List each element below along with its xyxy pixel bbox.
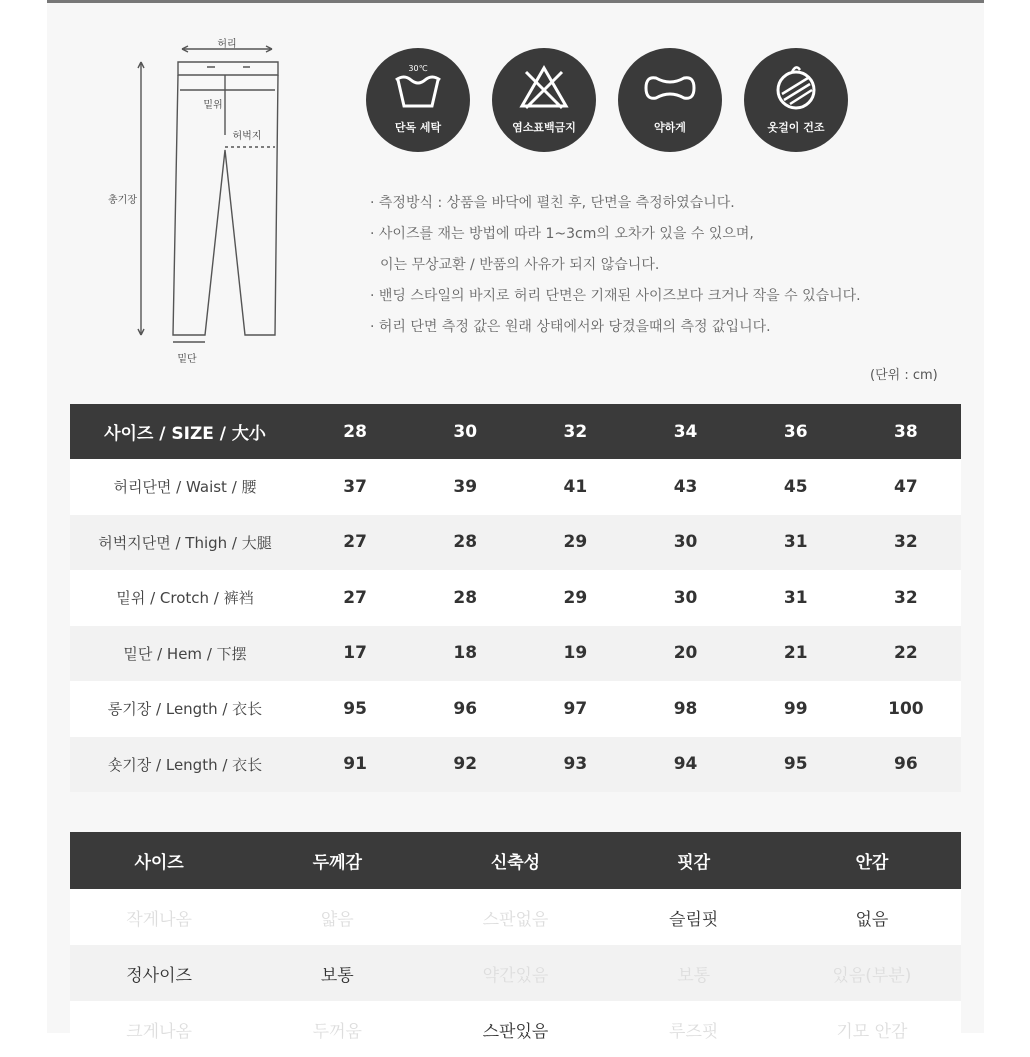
table-cell: 32: [851, 515, 961, 571]
table-cell: 29: [520, 515, 630, 571]
table-cell: 31: [741, 515, 851, 571]
wash-temperature: 30℃: [408, 64, 428, 73]
note-line: 이는 무상교환 / 반품의 사유가 되지 않습니다.: [380, 257, 660, 273]
table-row: [70, 945, 961, 1001]
header-cell: 34: [630, 404, 740, 459]
care-icons: [366, 48, 856, 154]
row-label: 밑위 / Crotch / 裤裆: [116, 589, 254, 608]
table-row: [70, 626, 961, 682]
hang-dry-icon: [744, 48, 848, 152]
table-cell: 96: [453, 698, 478, 719]
table-cell: 99: [783, 698, 808, 719]
table-cell: 93: [520, 737, 630, 793]
table-cell: 43: [673, 476, 698, 497]
header-cell: 두께감: [248, 832, 426, 889]
table-cell: 94: [630, 737, 740, 793]
thigh-label: 허벅지: [232, 131, 262, 142]
table-cell: 보통: [248, 945, 426, 1001]
table-row: [70, 681, 961, 737]
table-cell: 47: [894, 476, 918, 497]
table-cell: 95: [343, 698, 367, 719]
header-cell: 36: [741, 404, 851, 459]
table-cell: 약간있음: [426, 945, 604, 1001]
bleach-label: 염소표백금지: [512, 121, 576, 134]
table-cell: 98: [673, 698, 698, 719]
note-line: · 허리 단면 측정 값은 원래 상태에서와 당겼을때의 측정 값입니다.: [370, 319, 771, 335]
table-cell: 기모 안감: [836, 1021, 908, 1042]
table-cell: 작게나옴: [126, 909, 192, 930]
table-cell: 크게나옴: [126, 1021, 192, 1042]
table-cell: 100: [888, 698, 924, 719]
table-row: [70, 889, 961, 945]
hang-dry-label: 옷걸이 건조: [767, 121, 825, 134]
single-wash-icon: [366, 48, 470, 152]
table-row: [70, 1001, 961, 1057]
table-cell: 22: [851, 626, 961, 682]
header-cell: 핏감: [605, 832, 783, 889]
table-cell: 28: [410, 515, 520, 571]
table-cell: 있음(부분): [783, 945, 961, 1001]
gentle-icon: [618, 48, 722, 152]
header-cell: 30: [410, 404, 520, 459]
table-cell: 19: [520, 626, 630, 682]
table-cell: 루즈핏: [669, 1021, 719, 1042]
table-cell: 96: [851, 737, 961, 793]
row-label: 롱기장 / Length / 衣长: [107, 700, 263, 719]
table-cell: 17: [300, 626, 410, 682]
table-cell: 32: [894, 587, 918, 608]
table-cell: 보통: [605, 945, 783, 1001]
header-cell: 사이즈: [70, 832, 248, 889]
crotch-label: 밑위: [203, 100, 223, 111]
table-cell: 30: [630, 515, 740, 571]
table-cell: 28: [453, 587, 478, 608]
waist-label: 허리: [217, 39, 237, 50]
row-label: 허벅지단면 / Thigh / 大腿: [70, 515, 300, 571]
table-cell: 27: [300, 515, 410, 571]
note-line: · 밴딩 스타일의 바지로 허리 단면은 기재된 사이즈보다 크거나 작을 수 있습니다.: [370, 288, 861, 304]
table-cell: 91: [300, 737, 410, 793]
fit-table-header: [70, 832, 961, 889]
table-cell: 39: [453, 476, 478, 497]
table-cell: 41: [563, 476, 588, 497]
header-cell: 28: [300, 404, 410, 459]
table-row: [70, 515, 961, 571]
table-row: [70, 737, 961, 793]
header-cell: 신축성: [426, 832, 604, 889]
gentle-label: 약하게: [654, 121, 686, 134]
row-label: 허리단면 / Waist / 腰: [113, 478, 257, 497]
table-cell: 37: [343, 476, 367, 497]
note-line: · 측정방식 : 상품을 바닥에 펼친 후, 단면을 측정하였습니다.: [370, 195, 735, 211]
table-row: [70, 459, 961, 515]
table-row: [70, 570, 961, 626]
note-line: · 사이즈를 재는 방법에 따라 1~3cm의 오차가 있을 수 있으며,: [370, 226, 754, 242]
table-cell: 95: [741, 737, 851, 793]
fit-feel-table: [70, 832, 961, 1057]
table-cell: 29: [563, 587, 588, 608]
table-cell: 스판있음: [482, 1021, 549, 1042]
size-table-header: [70, 404, 961, 459]
header-cell: 38: [851, 404, 961, 459]
table-cell: 두꺼움: [312, 1021, 362, 1042]
table-cell: 45: [783, 476, 808, 497]
hem-label: 밑단: [177, 354, 197, 365]
table-cell: 31: [783, 587, 808, 608]
header-cell: 안감: [783, 832, 961, 889]
table-cell: 정사이즈: [70, 945, 248, 1001]
measurement-notes: [370, 188, 960, 343]
size-table: [70, 404, 961, 792]
header-cell: 사이즈 / SIZE / 大小: [70, 404, 300, 459]
table-cell: 97: [563, 698, 588, 719]
table-cell: 27: [343, 587, 367, 608]
table-cell: 슬림핏: [669, 909, 719, 930]
table-cell: 21: [741, 626, 851, 682]
row-label: 밑단 / Hem / 下摆: [70, 626, 300, 682]
table-cell: 92: [410, 737, 520, 793]
pants-measurement-diagram: [75, 35, 305, 375]
table-cell: 20: [630, 626, 740, 682]
table-cell: 스판없음: [482, 909, 549, 930]
length-label: 총기장: [108, 195, 137, 206]
wash-label: 단독 세탁: [394, 121, 442, 134]
table-cell: 얇음: [320, 909, 354, 930]
table-cell: 30: [673, 587, 698, 608]
no-bleach-icon: [492, 48, 596, 152]
row-label: 숏기장 / Length / 衣长: [70, 737, 300, 793]
table-cell: 18: [410, 626, 520, 682]
header-cell: 32: [520, 404, 630, 459]
unit-label: (단위 : cm): [870, 368, 938, 383]
table-cell: 없음: [855, 909, 889, 930]
